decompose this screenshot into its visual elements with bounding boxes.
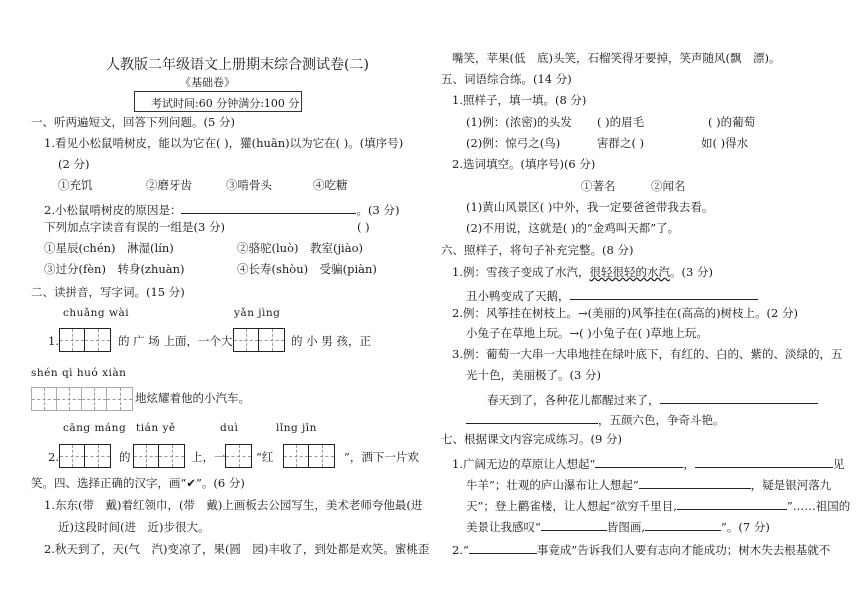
writing-grid-1[interactable] (59, 328, 111, 352)
pinyin-chuangwai: chuǎng wài (63, 307, 130, 319)
s7-q1-blank-2[interactable] (695, 455, 833, 468)
s7-q1-line3 (466, 497, 850, 514)
pinyin-lingjin: lǐng jīn (276, 422, 317, 434)
s7-q1-text-2: ， (683, 457, 695, 471)
s5-q1-blank1[interactable]: ( )的眉毛 (597, 115, 645, 129)
s7-q1-text-6: 天”；登上鹳雀楼，让人想起“欲穷千里目, (466, 499, 677, 513)
s4-q1-line1: 1.东东(带 戴)着红领巾，(带 戴)上画板去公园写生，美术老师夸他最(进 (44, 498, 423, 512)
q3-option-2: ②骆驼(luò) 教室(jiào) (237, 241, 363, 255)
q2-score: 。(3 分) (356, 203, 400, 217)
pinyin-dui: duì (220, 422, 239, 434)
section-4-title: 笑。四、选择正确的汉字，画“✔”。(6 分) (31, 476, 245, 490)
q3-option-3: ③过分(fèn) 转身(zhuàn) (44, 262, 185, 276)
s7-q1-line1 (452, 455, 844, 472)
writing-grid-7[interactable] (283, 444, 335, 468)
s7-q1-text-7: ”……祖国的 (786, 499, 851, 513)
s5-q1-blank4[interactable]: 如( )得水 (701, 136, 749, 150)
q3-option-4: ④长寿(shòu) 受骗(piàn) (237, 262, 377, 276)
exam-info: 考试时间:60 分钟满分:100 分 (151, 97, 300, 110)
writing-grid-3[interactable] (31, 387, 133, 411)
pinyin-cangmang: cāng máng (63, 422, 127, 434)
right-top-line: 嘴笑，苹果(低 底)头笑，石榴笑得牙要掉，笑声随风(飘 漂)。 (452, 51, 781, 65)
s5-q1-blank2[interactable]: ( )的葡萄 (708, 115, 756, 129)
s7-q2-line (452, 541, 830, 558)
s7-q1-line2 (466, 476, 831, 493)
s5-q1-blank3[interactable]: 害群之( ) (597, 136, 645, 150)
q3-option-1: ①星辰(chén) 淋湿(lín) (44, 241, 174, 255)
section-6-title: 六、照样子，将句子补充完整。(8 分) (441, 243, 634, 257)
section-5-title: 五、词语综合练。(14 分) (441, 72, 572, 86)
pinyin-yanjing: yǎn jìng (234, 307, 281, 319)
writing-grid-5[interactable] (133, 444, 185, 468)
s6-q3-prompt-text: 春天到了，各种花儿都醒过来了， (487, 393, 660, 407)
s7-q1-text-10: ”。(7 分) (721, 520, 770, 534)
s7-q2-text-2: 事竟成”告诉我们人要有志向才能成功；树木失去根基就不 (536, 543, 831, 557)
s6-q3-blank-1[interactable] (660, 391, 818, 404)
s6-q3-prompt (487, 391, 818, 408)
pinyin-tianye: tián yě (136, 422, 176, 434)
page-title: 人教版二年级语文上册期末综合测试卷(二) (106, 57, 369, 73)
q1-option-2: ②磨牙齿 (146, 178, 192, 192)
line3-b: 上，一 (191, 450, 226, 464)
line3-d: ”，洒下一片欢 (344, 450, 419, 464)
s6-q3-example-2: 光十色，美丽极了。(3 分) (466, 368, 601, 382)
s7-q1-text-3: 见 (832, 457, 845, 471)
line1-number: 1. (48, 334, 59, 348)
s5-q1-example1: (1)例：(浓密)的头发 (466, 115, 572, 129)
s7-q1-blank-4[interactable] (677, 497, 787, 510)
page-subtitle: 《基础卷》 (180, 76, 235, 89)
s6-q3-example-1: 3.例：葡萄一大串一大串地挂在绿叶底下，有红的、白的、紫的、淡绿的，五 (452, 347, 843, 361)
q2-line (44, 201, 399, 218)
q3-line: 下列加点字读音有误的一组是(3 分) (44, 220, 225, 234)
s5-q2-item-1: (1)黄山风景区( )中外，我一定要爸爸带我去看。 (466, 200, 714, 214)
s5-q2-option-1: ①著名 (581, 179, 616, 193)
s5-q2-item-2: (2)不用说，这就是( )的“金鸡叫天都”了。 (466, 221, 680, 235)
line3-c: “红 (256, 450, 274, 464)
s6-q2-prompt: 小兔子在草地上玩。→( )小兔子在( )草地上玩。 (466, 326, 708, 340)
s7-q1-text-9: 皆图画, (606, 520, 646, 534)
s7-q1-blank-6[interactable] (645, 518, 721, 531)
s5-q1-example2: (2)例：惊弓之(鸟) (466, 136, 561, 150)
writing-grid-2[interactable] (233, 328, 285, 352)
s7-q2-blank[interactable] (469, 541, 537, 554)
exam-info-box (134, 91, 302, 112)
s5-q1: 1.照样子，填一填。(8 分) (452, 93, 587, 107)
section-2-title: 二、读拼音，写字词。(15 分) (31, 285, 185, 299)
s4-q1-line2: 近)这段时间(进 近)步很大。 (58, 520, 210, 534)
section-7-title: 七、根据课文内容完成练习。(9 分) (441, 432, 622, 446)
s6-q3-line2 (466, 411, 725, 428)
s7-q2-text-1: 2.“ (452, 543, 469, 557)
line3-number: 2. (48, 450, 59, 464)
line1-mid: 的 广 场 上面，一个大 (118, 334, 233, 348)
q2-text: 2.小松鼠啃树皮的原因是： (44, 203, 182, 217)
s7-q1-blank-5[interactable] (541, 518, 607, 531)
s6-q1-wavy-text: 很轻很轻的水汽 (589, 265, 670, 279)
line3-a: 的 (119, 450, 131, 464)
q1-option-1: ①充饥 (58, 178, 93, 192)
s6-q1-text-a: 1.例：雪孩子变成了水汽， (452, 265, 590, 279)
s6-q2-example: 2.例：风筝挂在树枝上。→(美丽的)风筝挂在(高高的)树枝上。(2 分) (452, 306, 798, 320)
s6-q1-prompt-text: 丑小鸭变成了天鹅， (466, 289, 570, 303)
s5-q2-option-2: ②闻名 (651, 179, 686, 193)
writing-grid-6[interactable] (225, 444, 252, 468)
q1-line2: (2 分) (58, 157, 90, 171)
q1-line1: 1.看见小松鼠啃树皮，能以为它在( )，獾(huān)以为它在( )。(填序号) (44, 136, 404, 150)
q3-answer-paren[interactable]: ( ) (357, 220, 370, 234)
s5-q2: 2.选词填空。(填序号)(6 分) (452, 157, 596, 171)
s7-q1-text-1: 1.广阔无边的草原让人想起“ (452, 457, 596, 471)
q1-option-4: ④吃糖 (313, 178, 348, 192)
s7-q1-text-4: 牛羊”；壮观的庐山瀑布让人想起“ (466, 478, 639, 492)
q2-answer-blank[interactable] (181, 201, 356, 214)
s7-q1-blank-1[interactable] (595, 455, 683, 468)
s7-q1-text-8: 美景让我感叹“ (466, 520, 541, 534)
s7-q1-text-5: ，疑是银河落九 (750, 478, 832, 492)
q1-option-3: ③啃骨头 (226, 178, 272, 192)
line2-text: 地炫耀着他的小汽车。 (135, 391, 250, 405)
s6-q3-end: ，五颜六色，争奇斗艳。 (598, 413, 725, 427)
s6-q1-prompt (466, 287, 758, 304)
s7-q1-blank-3[interactable] (639, 476, 751, 489)
line1-end: 的 小 男 孩，正 (291, 334, 371, 348)
s6-q1-text-b: 。(3 分) (669, 265, 713, 279)
s4-q2-line: 2.秋天到了，天(气 汽)变凉了，果(圆 园)丰收了，到处都是欢笑。蜜桃歪 (44, 542, 430, 556)
s6-q3-blank-2[interactable] (466, 411, 598, 424)
section-1-title: 一、听两遍短文，回答下列问题。(5 分) (31, 115, 235, 129)
pinyin-shenqihuoxian: shén qì huó xiàn (31, 367, 127, 379)
s7-q1-line4 (466, 518, 770, 535)
s6-q1-blank[interactable] (570, 287, 758, 300)
s6-q1-example (452, 266, 713, 280)
writing-grid-4[interactable] (59, 444, 111, 468)
